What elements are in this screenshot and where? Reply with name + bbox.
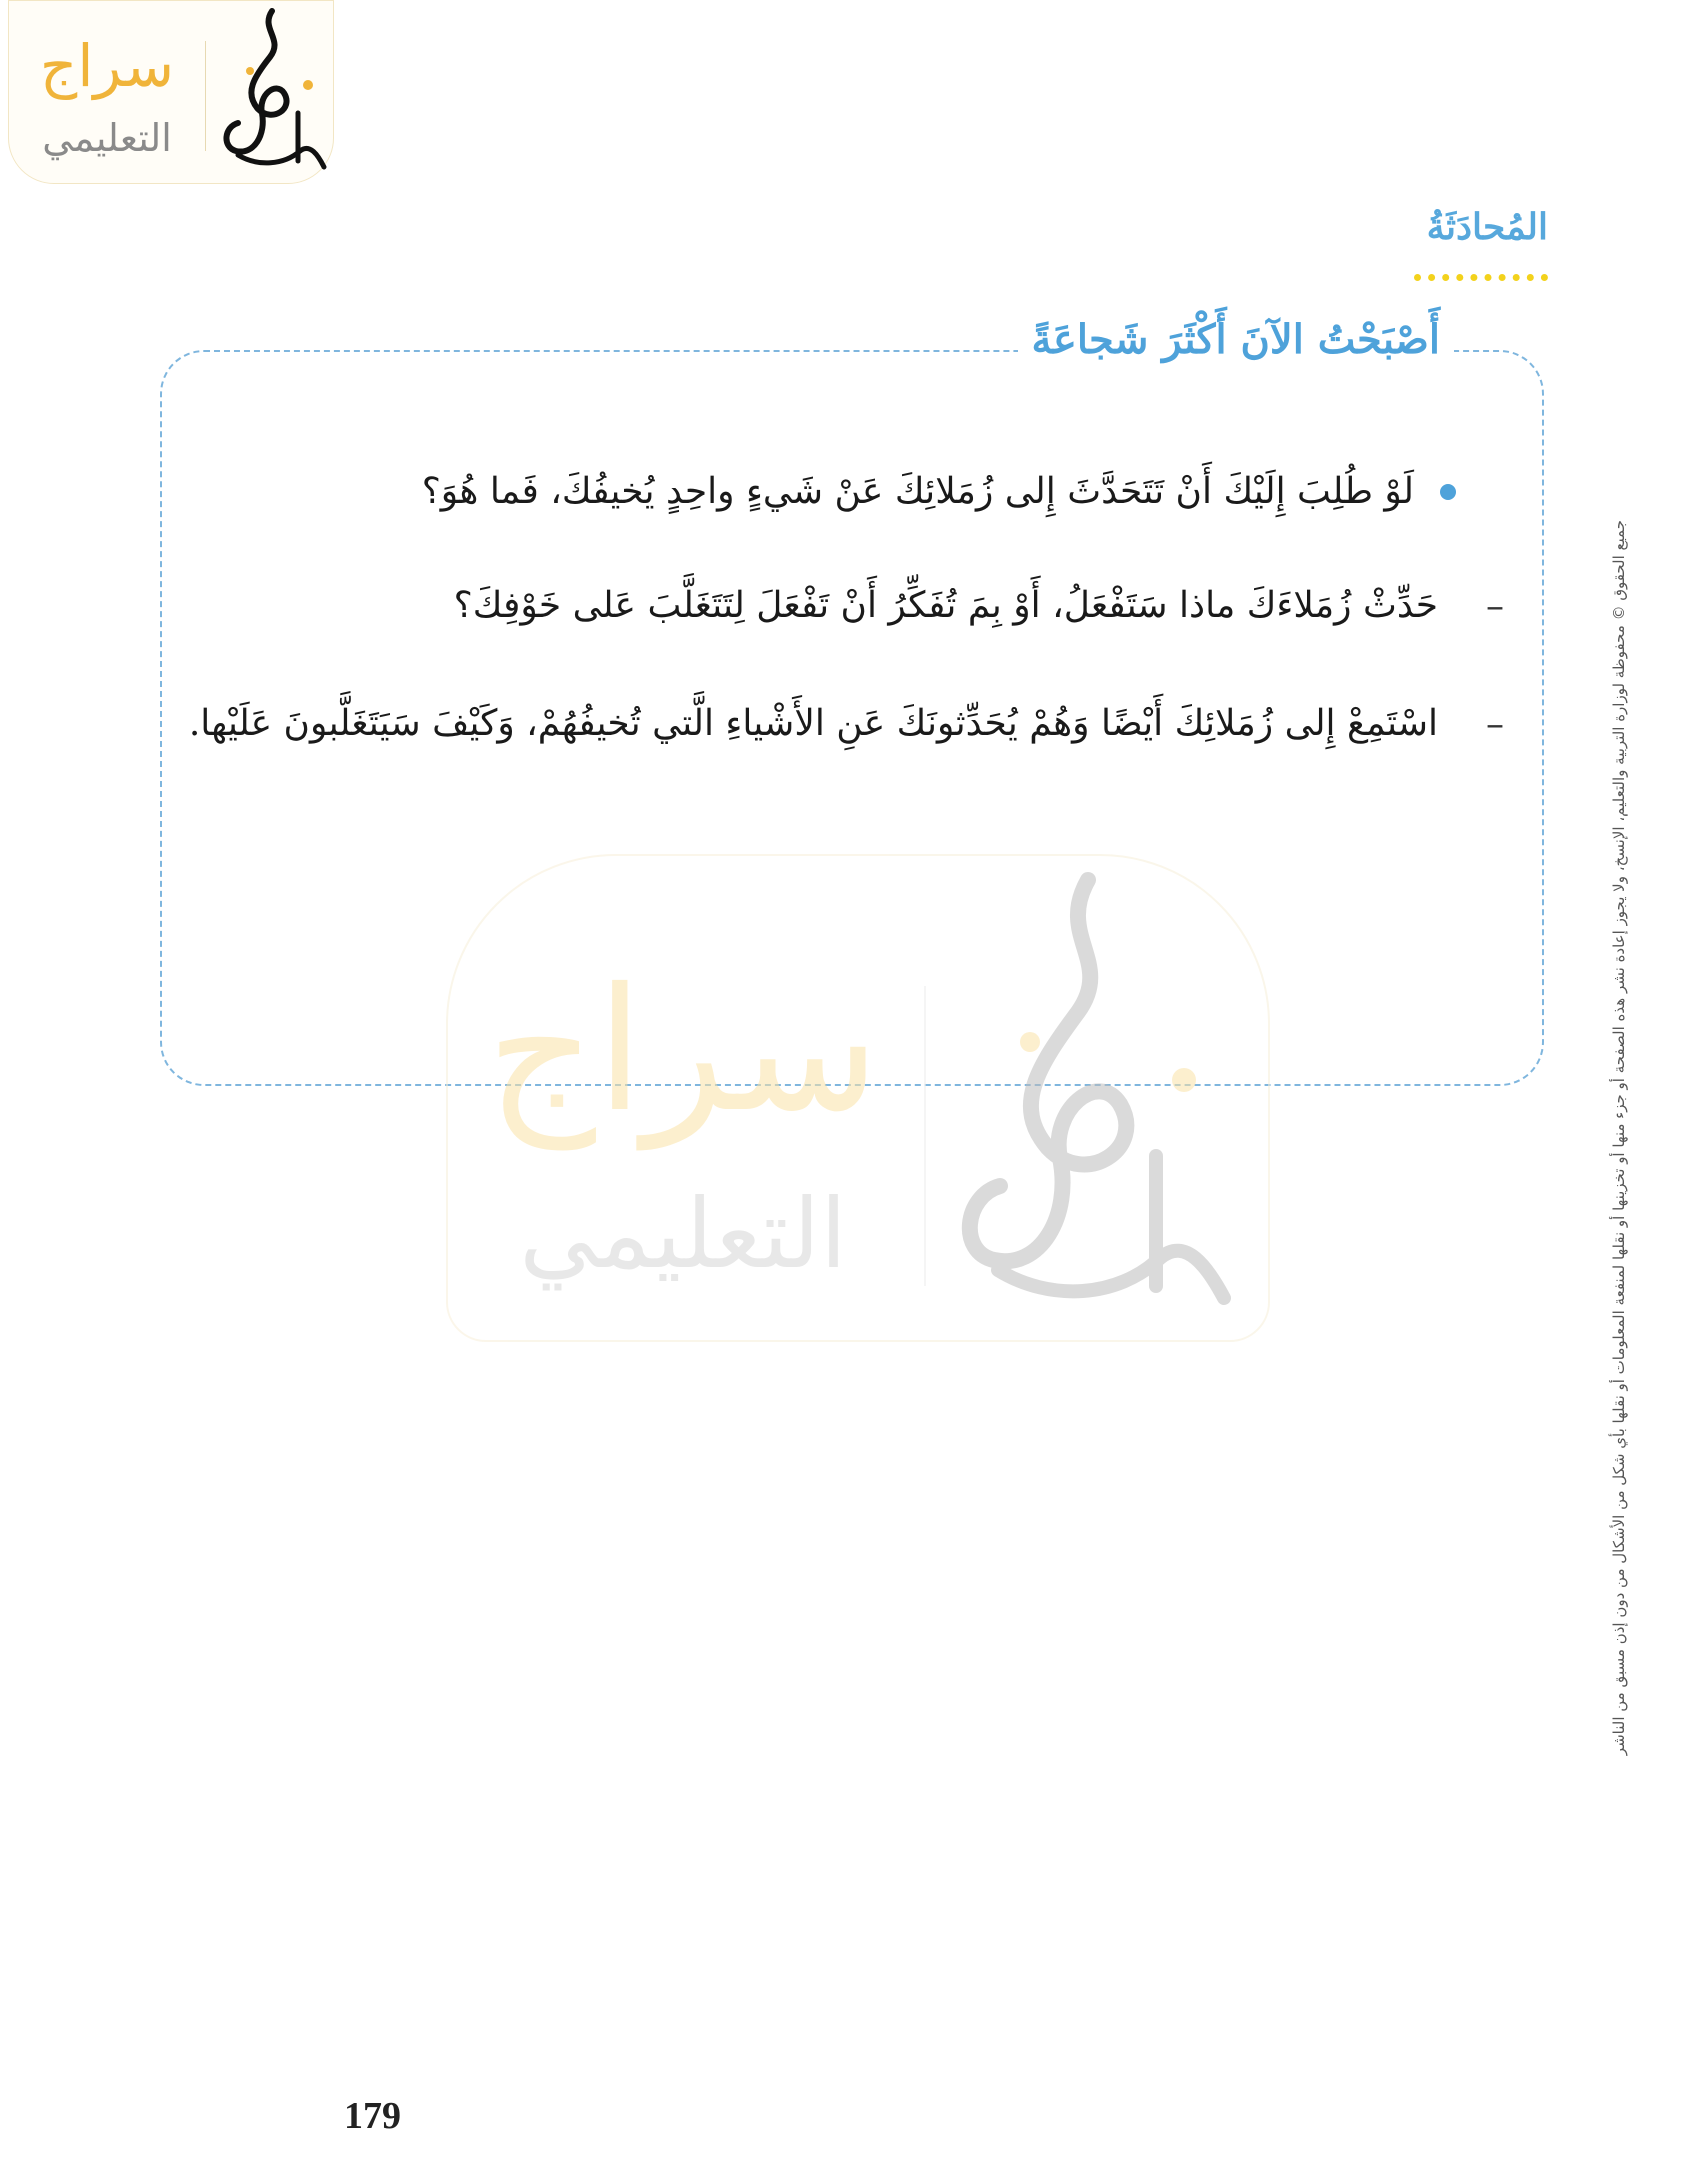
section-title: المُحادَثَةُ [1426,206,1548,248]
activity-instruction-2: اسْتَمِعْ إِلى زُمَلائِكَ أَيْضًا وَهُمْ يُحَدِّثونَكَ عَنِ الأَشْياءِ الَّتي تُخيفُهُمْ، وَكَيْفَ سَيَتَغَلَّبونَ عَلَيْها. [188,703,1438,744]
watermark-brand-sub: التعليمي [519,1178,847,1290]
dash-marker: – [1486,586,1504,627]
page-number: 179 [344,2095,401,2137]
calligraphy-mark-icon [214,5,332,181]
watermark-divider [924,986,926,1286]
watermark-calligraphy-icon [938,866,1238,1336]
watermark [446,854,1270,1342]
title-dotted-underline [1414,274,1548,281]
copyright-note: جميع الحقوق © محفوظة لوزارة التربية والتعليم، الإنسخ، ولا يجوز إعادة نشر هذه الصفحة أو جزء منها أو تخزينها أو نقلها لمنفعة المعلومات أو نقلها بأي شكل من الأشكال من دون إذن مسبق من الناشر [1610,520,1628,1756]
logo-divider [205,41,206,151]
watermark-brand-name: سراج [486,952,880,1150]
brand-logo [8,0,334,184]
bullet-icon [1440,484,1456,500]
logo-brand-name: سراج [39,32,175,100]
activity-question: لَوْ طُلِبَ إِلَيْكَ أَنْ تَتَحَدَّثَ إِلى زُمَلائِكَ عَنْ شَيءٍ واحِدٍ يُخيفُكَ، فَما هُوَ؟ [421,471,1414,512]
dash-marker: – [1486,704,1504,745]
activity-instruction-1: حَدِّثْ زُمَلاءَكَ ماذا سَتَفْعَلُ، أَوْ بِمَ تُفَكِّرُ أَنْ تَفْعَلَ لِتَتَغَلَّبَ عَلى خَوْفِكَ؟ [453,585,1438,626]
logo-brand-sub: التعليمي [42,116,172,160]
activity-title: أَصْبَحْتُ الآنَ أَكْثَرَ شَجاعَةً [1018,316,1454,363]
